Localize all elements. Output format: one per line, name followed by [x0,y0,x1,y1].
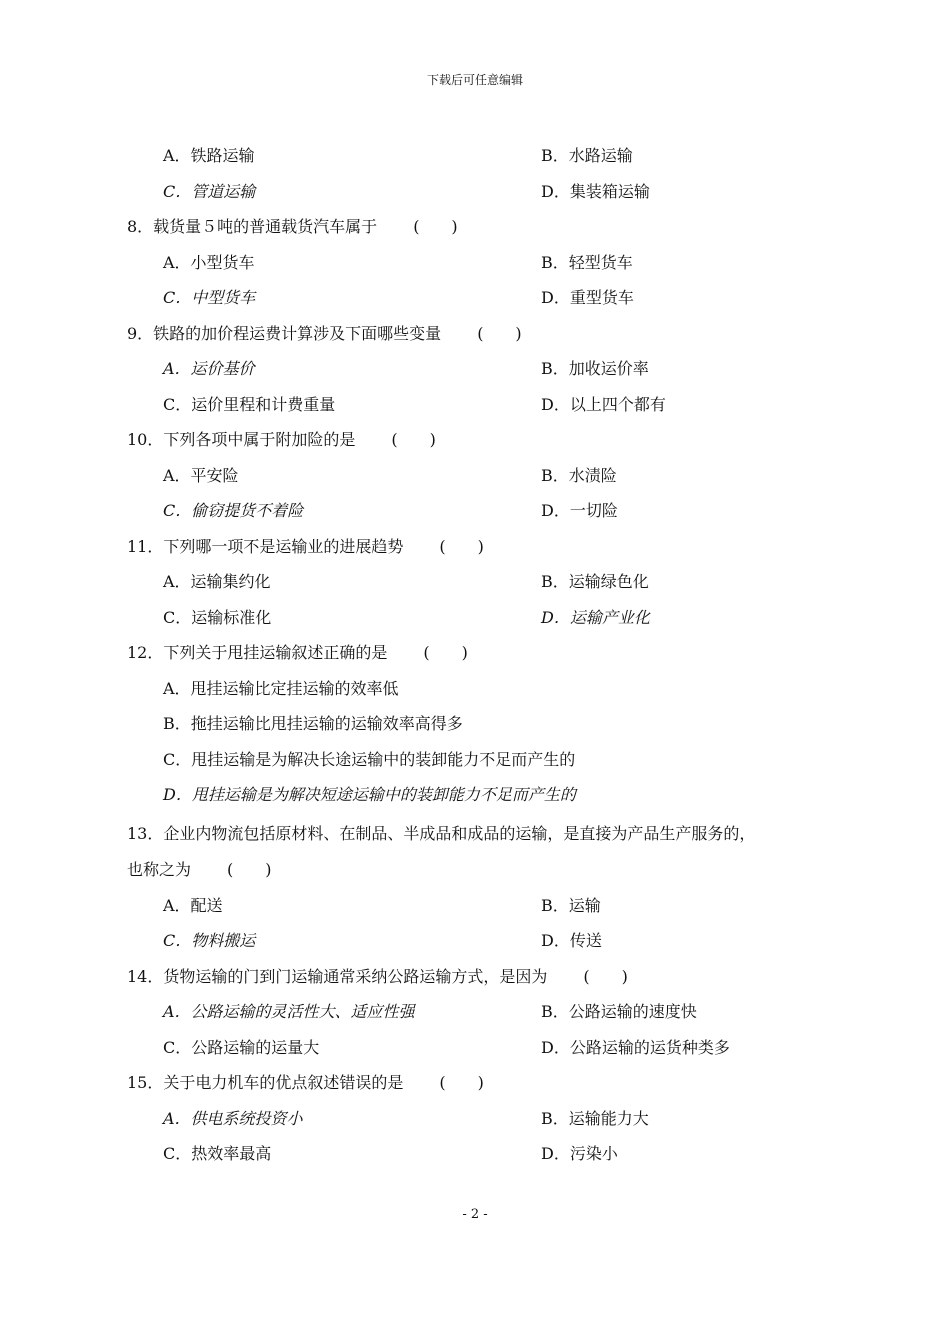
option-d: D．公路运输的运货种类多 [541,1038,730,1057]
option-row [0,464,950,488]
answer-blank: ( ) [423,643,468,662]
option-row [0,393,950,417]
option-row [0,894,950,918]
question-9 [0,322,950,346]
option-row [0,748,950,772]
option-c-answer: C．物料搬运 [163,931,256,950]
option-row [0,286,950,310]
option-row [0,712,950,736]
option-b: B．运输能力大 [541,1109,649,1128]
option-b: B．拖挂运输比甩挂运输的运输效率高得多 [163,714,463,733]
question-14 [0,965,950,989]
option-c: C．运价里程和计费重量 [163,395,336,414]
option-d-answer: D．运输产业化 [541,608,650,627]
option-d-answer: D．甩挂运输是为解决短途运输中的装卸能力不足而产生的 [163,785,576,804]
option-a: A．小型货车 [163,253,255,272]
option-row [0,929,950,953]
page-header: 下载后可任意编辑 [426,73,523,87]
option-row [0,783,950,807]
option-row [0,1107,950,1131]
option-a: A．平安险 [163,466,239,485]
question-text: 13．企业内物流包括原材料、在制品、半成品和成品的运输，是直接为产品生产服务的， [127,824,756,843]
question-text: 9．铁路的加价程运费计算涉及下面哪些变量 [127,324,442,343]
option-a: A．甩挂运输比定挂运输的效率低 [163,679,399,698]
option-d: D．传送 [541,931,602,950]
question-12 [0,641,950,665]
option-c: C．甩挂运输是为解决长途运输中的装卸能力不足而产生的 [163,750,576,769]
option-a: A．配送 [163,896,223,915]
question-13-continued [0,858,950,882]
option-a: A．铁路运输 [163,146,255,165]
option-d: D．污染小 [541,1144,618,1163]
option-b: B．公路运输的速度快 [541,1002,697,1021]
option-b: B．加收运价率 [541,359,649,378]
question-8 [0,215,950,239]
question-text: 14．货物运输的门到门运输通常采纳公路运输方式，是因为 [127,967,548,986]
option-b: B．运输绿色化 [541,572,649,591]
option-d: D．重型货车 [541,288,634,307]
option-d: D．一切险 [541,501,618,520]
page-number: - 2 - [462,1207,488,1222]
option-c-answer: C．中型货车 [163,288,256,307]
answer-blank: ( ) [391,430,436,449]
option-row [0,1142,950,1166]
option-row [0,1000,950,1024]
option-b: B．水渍险 [541,466,617,485]
option-a: A．运输集约化 [163,572,271,591]
answer-blank: ( ) [439,537,484,556]
answer-blank: ( ) [439,1073,484,1092]
answer-blank: ( ) [227,860,272,879]
option-row [0,677,950,701]
option-row [0,499,950,523]
option-b: B．轻型货车 [541,253,633,272]
question-text: 12．下列关于甩挂运输叙述正确的是 [127,643,388,662]
question-text: 15．关于电力机车的优点叙述错误的是 [127,1073,404,1092]
option-c-answer: C．偷窃提货不着险 [163,501,304,520]
question-13 [0,822,950,846]
option-b: B．运输 [541,896,601,915]
option-a-answer: A．公路运输的灵活性大、适应性强 [163,1002,415,1021]
answer-blank: ( ) [583,967,628,986]
option-c: C．公路运输的运量大 [163,1038,320,1057]
option-c-answer: C．管道运输 [163,182,256,201]
option-row [0,1036,950,1060]
option-a-answer: A．运价基价 [163,359,255,378]
question-text: 也称之为 [127,860,192,879]
question-11 [0,535,950,559]
answer-blank: ( ) [477,324,522,343]
option-row [0,606,950,630]
option-row [0,144,950,168]
answer-blank: ( ) [413,217,458,236]
question-text: 11．下列哪一项不是运输业的进展趋势 [127,537,404,556]
option-c: C．热效率最高 [163,1144,272,1163]
question-15 [0,1071,950,1095]
option-row [0,357,950,381]
option-row [0,180,950,204]
question-text: 8．载货量５吨的普通载货汽车属于 [127,217,378,236]
option-row [0,570,950,594]
option-a-answer: A．供电系统投资小 [163,1109,303,1128]
option-row [0,251,950,275]
option-d: D．集装箱运输 [541,182,650,201]
question-text: 10．下列各项中属于附加险的是 [127,430,356,449]
question-10 [0,428,950,452]
option-c: C．运输标准化 [163,608,272,627]
option-b: B．水路运输 [541,146,633,165]
option-d: D．以上四个都有 [541,395,666,414]
